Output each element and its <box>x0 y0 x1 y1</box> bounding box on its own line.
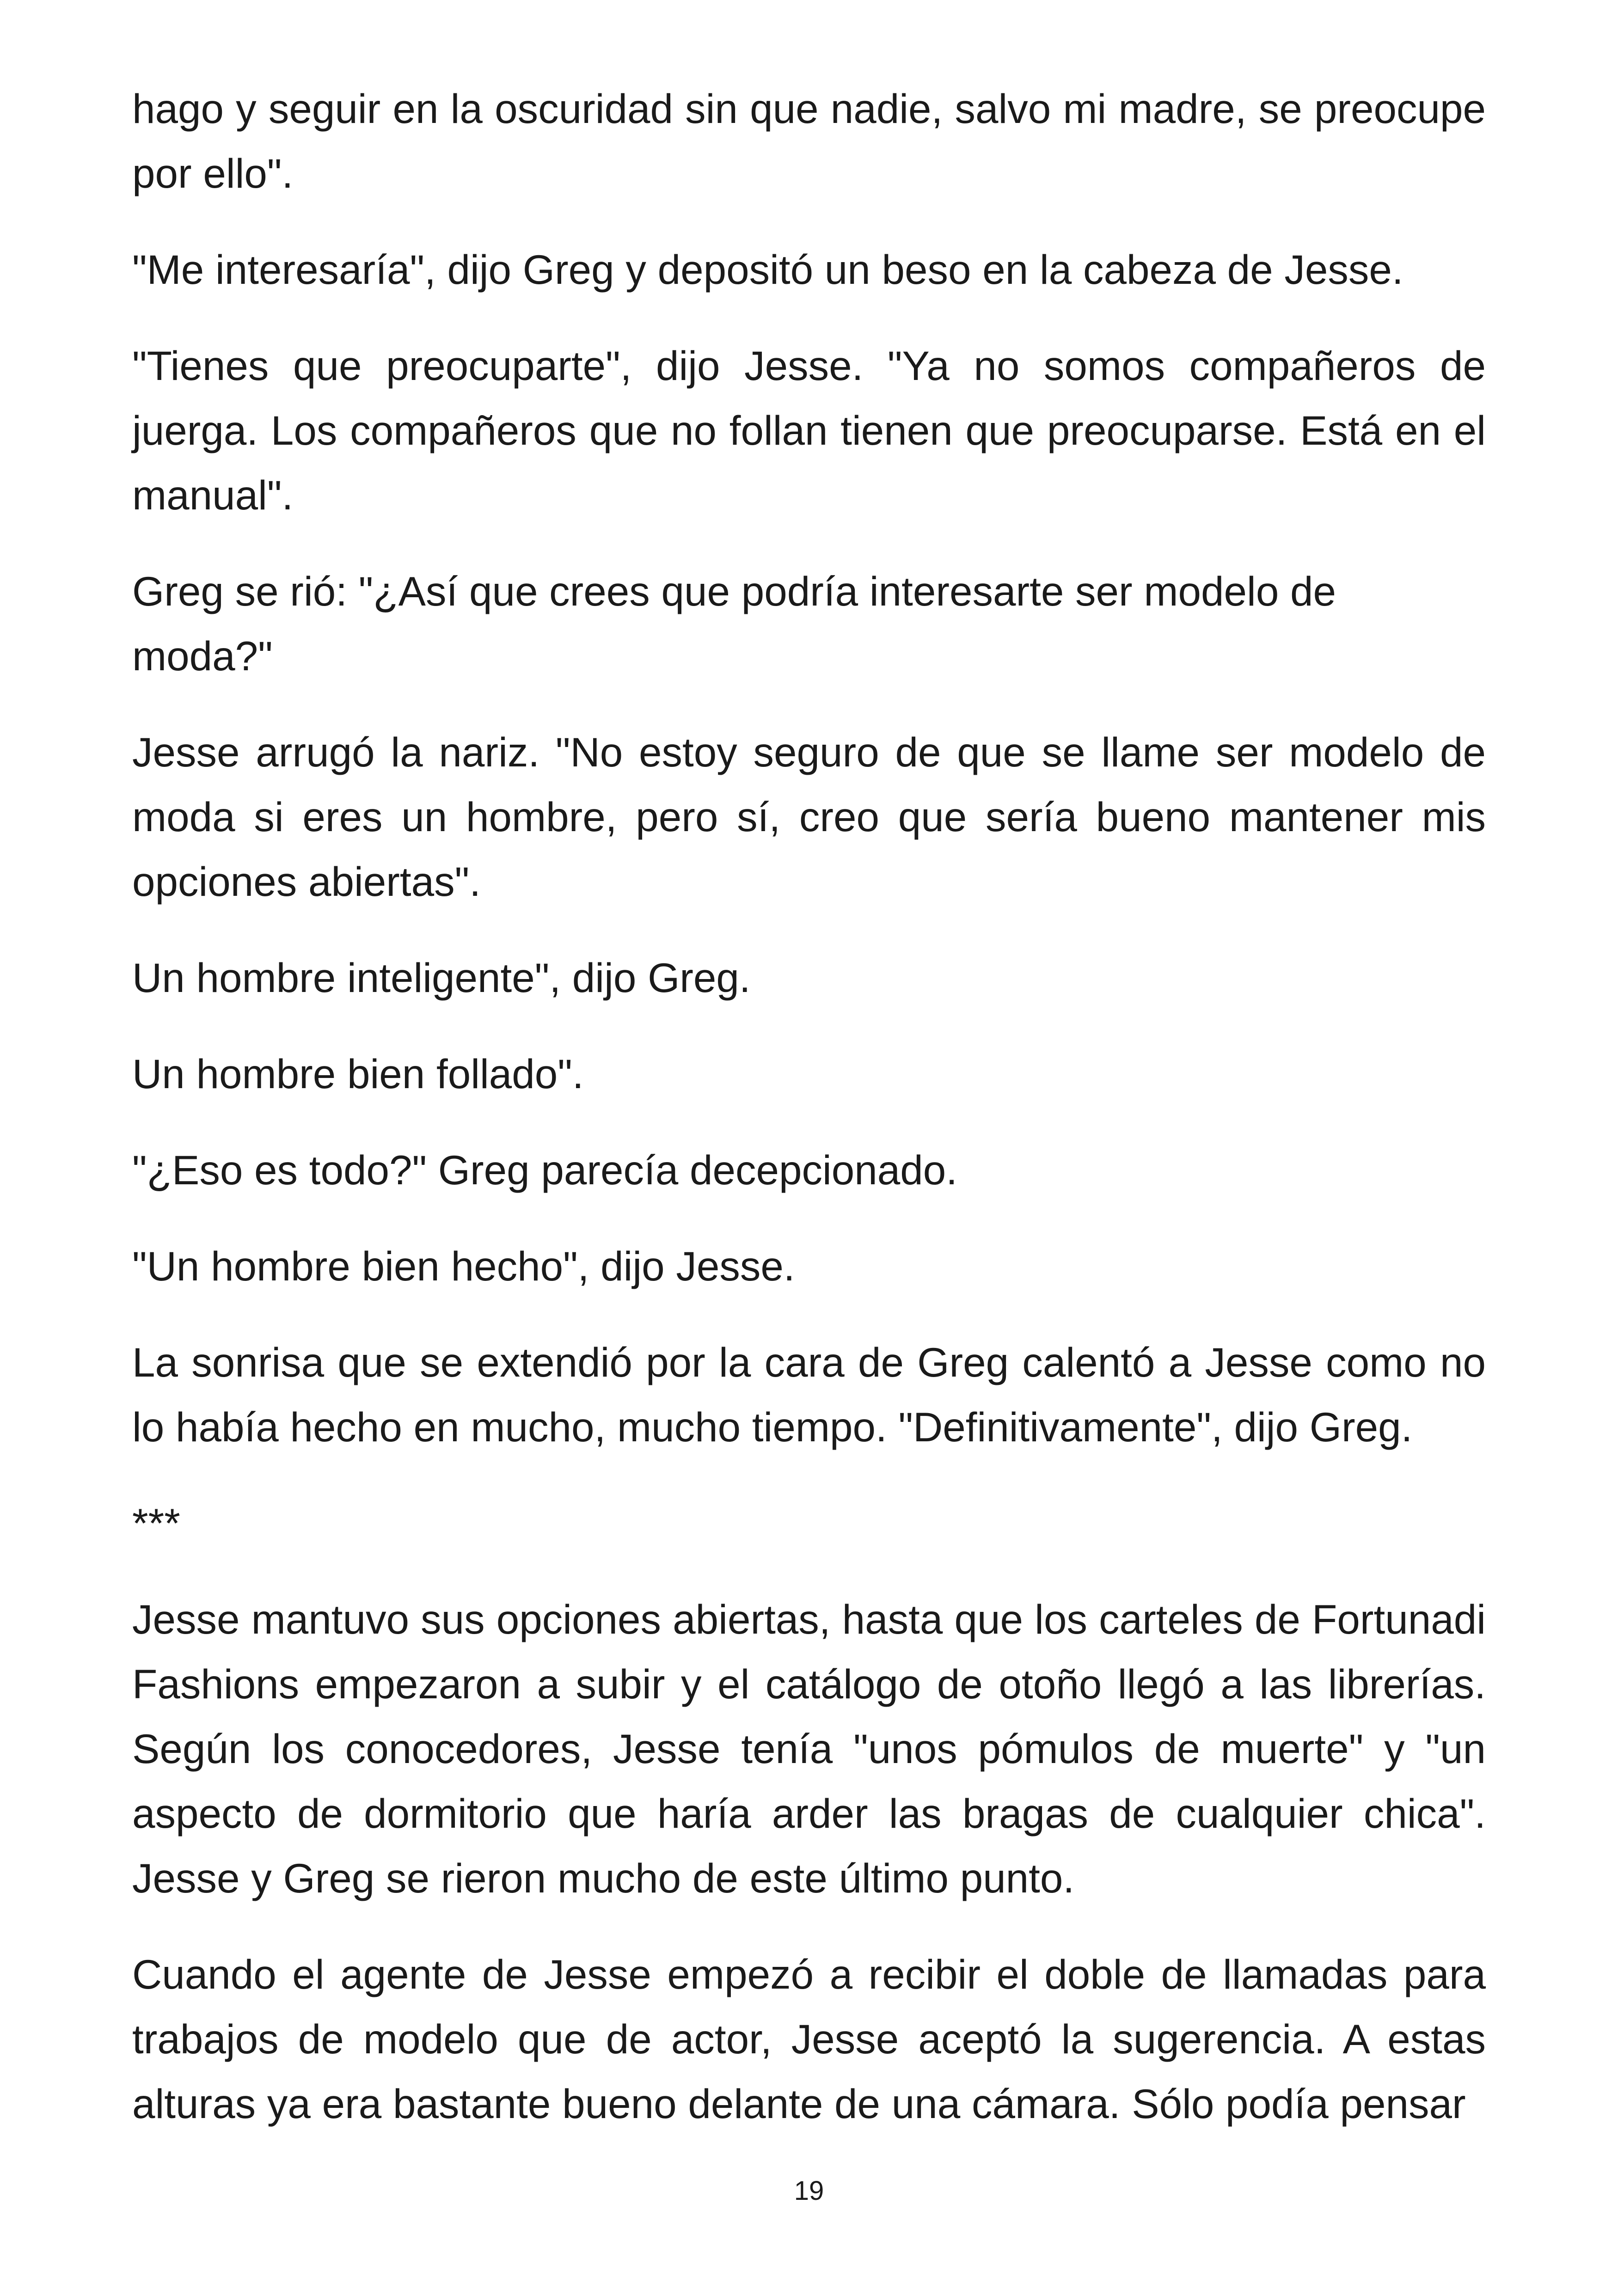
body-text <box>132 76 1486 2167</box>
paragraph-11: Jesse mantuvo sus opciones abiertas, hasta que los carteles de Fortunadi Fashions empezaron a subir y el catálogo de otoño llegó a las librerías. Según los conocedores, Jesse tenía "unos pómulos de muerte" y "un aspecto de dormitorio que haría arder las bragas de cualquier chica". Jesse y Greg se rieron mucho de este último punto. <box>132 1596 1486 1901</box>
paragraph-10: La sonrisa que se extendió por la cara de Greg calentó a Jesse como no lo había hecho en mucho, mucho tiempo. "Definitivamente", dijo Greg. <box>132 1339 1486 1450</box>
paragraph-9: "Un hombre bien hecho", dijo Jesse. <box>132 1243 795 1289</box>
paragraph-6: Un hombre inteligente", dijo Greg. <box>132 955 751 1001</box>
scene-break: *** <box>132 1500 180 1546</box>
paragraph-3: "Tienes que preocuparte", dijo Jesse. "Ya no somos compañeros de juerga. Los compañeros que no follan tienen que preocuparse. Está en el manual". <box>132 343 1486 518</box>
paragraph-2: "Me interesaría", dijo Greg y depositó un beso en la cabeza de Jesse. <box>132 246 1403 293</box>
paragraph-12: Cuando el agente de Jesse empezó a recibir el doble de llamadas para trabajos de modelo que de actor, Jesse aceptó la sugerencia. A estas alturas ya era bastante bueno delante de una cámara. Sólo podía pensar <box>132 1951 1486 2127</box>
paragraph-7: Un hombre bien follado". <box>132 1051 584 1097</box>
paragraph-4: Greg se rió: "¿Así que crees que podría interesarte ser modelo de moda?" <box>132 568 1336 679</box>
paragraph-5: Jesse arrugó la nariz. "No estoy seguro de que se llame ser modelo de moda si eres un hombre, pero sí, creo que sería bueno mantener mis opciones abiertas". <box>132 729 1486 905</box>
paragraph-1: hago y seguir en la oscuridad sin que nadie, salvo mi madre, se preocupe por ello". <box>132 86 1486 196</box>
paragraph-8: "¿Eso es todo?" Greg parecía decepcionado. <box>132 1147 957 1193</box>
page-number: 19 <box>794 2176 824 2206</box>
